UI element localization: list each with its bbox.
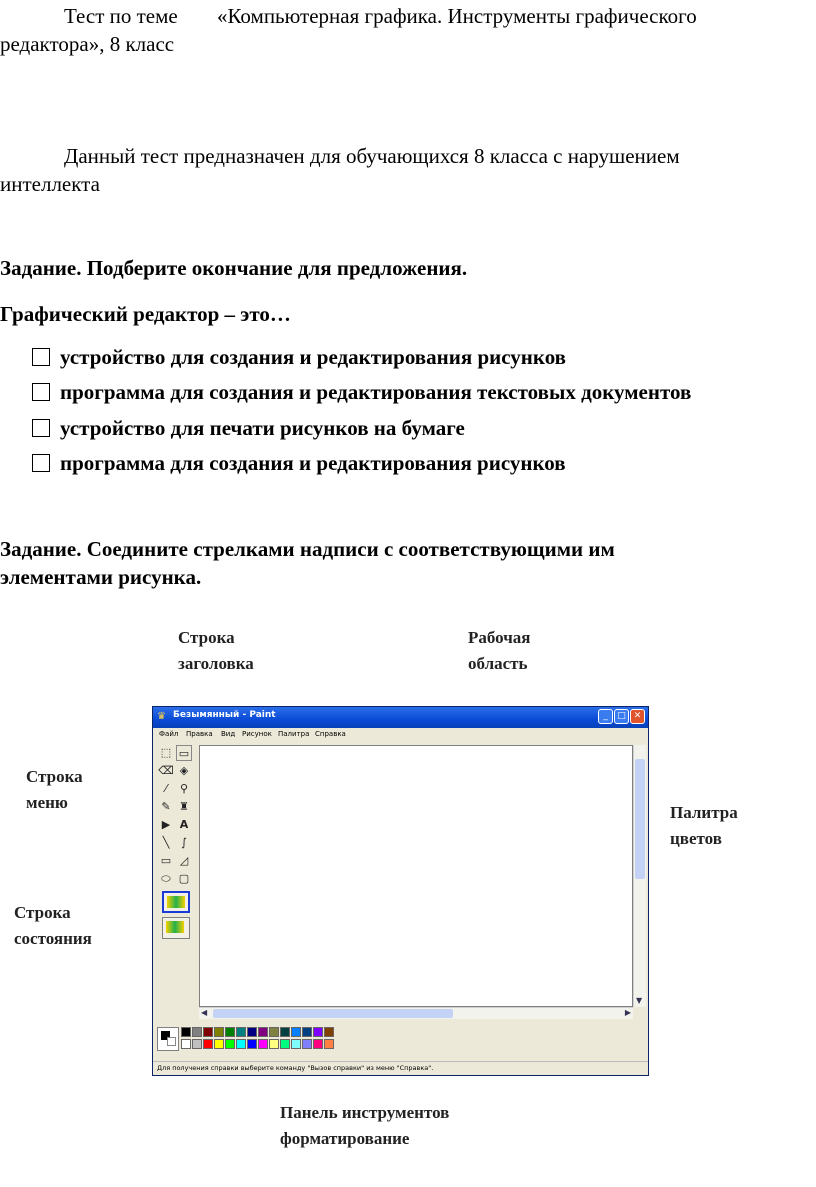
label-palette [670,800,738,852]
label-work-area-1: Рабочая [468,628,531,647]
color-swatch[interactable] [324,1027,334,1037]
status-text: Для получения справки выберите команду "Вызов справки" из меню "Справка". [157,1064,434,1072]
label-menu-bar [26,764,83,816]
label-status-bar [14,900,92,952]
fill-icon[interactable]: ◈ [179,764,189,777]
label-menu-bar-2: меню [26,793,68,812]
maximize-button[interactable]: □ [614,709,629,724]
color-swatch[interactable] [181,1039,191,1049]
pencil-icon[interactable]: ✎ [161,800,171,813]
doc-title-line2: редактора», 8 класс [0,32,175,56]
close-button[interactable]: ✕ [630,709,645,724]
checkbox-3[interactable] [32,419,50,437]
menu-help[interactable]: Справка [315,730,346,738]
color-swatch[interactable] [214,1039,224,1049]
label-title-bar-1: Строка [178,628,235,647]
label-toolbar-2: форматирование [280,1129,410,1148]
scroll-down-icon[interactable]: ▼ [636,996,643,1005]
horizontal-scrollbar[interactable] [199,1007,633,1019]
line-icon[interactable]: ╲ [162,836,170,849]
menu-file[interactable]: Файл [159,730,179,738]
label-title-bar-2: заголовка [178,654,254,673]
checkbox-4[interactable] [32,454,50,472]
airbrush-icon[interactable]: ▶ [161,818,171,831]
scroll-left-icon[interactable]: ◀ [201,1008,208,1017]
option-3[interactable] [32,416,465,440]
doc-title-line1 [64,2,816,30]
rounded-rect-icon[interactable]: ▢ [178,872,190,885]
doc-title-part1: Тест по теме [64,4,178,28]
background-color [167,1037,176,1046]
color-swatch[interactable] [313,1039,323,1049]
option-2[interactable] [32,380,691,404]
minimize-button[interactable]: _ [598,709,613,724]
task1-question: Графический редактор – это… [0,302,291,326]
color-swatch[interactable] [324,1039,334,1049]
menu-image[interactable]: Рисунок [242,730,272,738]
menu-palette[interactable]: Палитра [278,730,310,738]
ellipse-icon[interactable]: ⬭ [161,872,171,885]
color-swatch[interactable] [302,1039,312,1049]
doc-title-part2: «Компьютерная графика. Инструменты графического [216,4,697,28]
label-title-bar [178,625,254,677]
rectangle-icon[interactable]: ▭ [160,854,172,867]
intro-line2: интеллекта [0,172,100,196]
opaque-option-icon[interactable] [162,891,190,913]
paint-status-bar [153,1061,648,1075]
label-toolbar [280,1100,449,1152]
magnifier-icon[interactable]: ⚲ [179,782,189,795]
color-swatch[interactable] [258,1039,268,1049]
color-palette [157,1025,347,1053]
color-swatch[interactable] [280,1039,290,1049]
paint-window [152,706,649,1076]
current-colors [157,1027,179,1051]
vertical-scroll-thumb[interactable] [635,759,645,879]
curve-icon[interactable]: ∫ [181,836,187,849]
paint-app-icon: ♛ [157,711,166,722]
text-icon[interactable]: A [179,818,189,831]
task2-title-line1: Задание. Соедините стрелками надписи с соответствующими им [0,537,615,561]
checkbox-1[interactable] [32,348,50,366]
color-swatch[interactable] [291,1027,301,1037]
color-swatch[interactable] [225,1027,235,1037]
color-swatch[interactable] [313,1027,323,1037]
transparent-option-icon[interactable] [162,917,190,939]
color-swatch[interactable] [236,1039,246,1049]
color-swatch[interactable] [302,1027,312,1037]
color-swatch[interactable] [192,1039,202,1049]
color-swatch[interactable] [269,1039,279,1049]
task2-title-line2: элементами рисунка. [0,565,202,589]
color-swatch[interactable] [247,1039,257,1049]
paint-title: Безымянный - Paint [173,710,276,720]
eraser-icon[interactable]: ⌫ [158,764,174,777]
label-menu-bar-1: Строка [26,767,83,786]
label-status-bar-1: Строка [14,903,71,922]
vertical-scrollbar[interactable] [633,745,646,1007]
color-swatch[interactable] [225,1039,235,1049]
color-swatch[interactable] [192,1027,202,1037]
free-select-icon[interactable]: ⬚ [160,746,172,759]
label-palette-1: Палитра [670,803,738,822]
option-4[interactable] [32,451,566,475]
color-swatch[interactable] [291,1039,301,1049]
color-swatch[interactable] [236,1027,246,1037]
menu-edit[interactable]: Правка [186,730,213,738]
color-swatch[interactable] [214,1027,224,1037]
picker-icon[interactable]: ⁄ [165,782,167,795]
paint-title-bar[interactable] [153,707,648,728]
paint-menu-bar [153,728,648,742]
color-swatch[interactable] [280,1027,290,1037]
label-status-bar-2: состояния [14,929,92,948]
rect-select-icon[interactable]: ▭ [176,745,192,761]
color-swatch[interactable] [203,1027,213,1037]
label-work-area [468,625,531,677]
option-1-text: устройство для создания и редактирования рисунков [60,345,567,369]
horizontal-scroll-thumb[interactable] [213,1009,453,1018]
brush-icon[interactable]: ♜ [179,800,189,813]
color-swatch[interactable] [269,1027,279,1037]
color-swatch[interactable] [247,1027,257,1037]
option-3-text: устройство для печати рисунков на бумаге [60,416,465,440]
option-4-text: программа для создания и редактирования рисунков [60,451,566,475]
label-work-area-2: область [468,654,528,673]
label-palette-2: цветов [670,829,722,848]
polygon-icon[interactable]: ◿ [179,854,189,867]
color-swatch[interactable] [203,1039,213,1049]
color-swatch[interactable] [258,1027,268,1037]
intro-line1: Данный тест предназначен для обучающихся 8 класса с нарушением [64,144,680,168]
paint-toolbox [157,745,195,931]
option-1[interactable] [32,345,566,369]
checkbox-2[interactable] [32,383,50,401]
menu-view[interactable]: Вид [221,730,236,738]
scroll-right-icon[interactable]: ▶ [624,1008,631,1017]
color-swatch[interactable] [181,1027,191,1037]
task1-title: Задание. Подберите окончание для предложения. [0,256,468,280]
label-toolbar-1: Панель инструментов [280,1103,450,1122]
option-2-text: программа для создания и редактирования текстовых документов [60,380,692,404]
paint-canvas[interactable] [199,745,633,1007]
